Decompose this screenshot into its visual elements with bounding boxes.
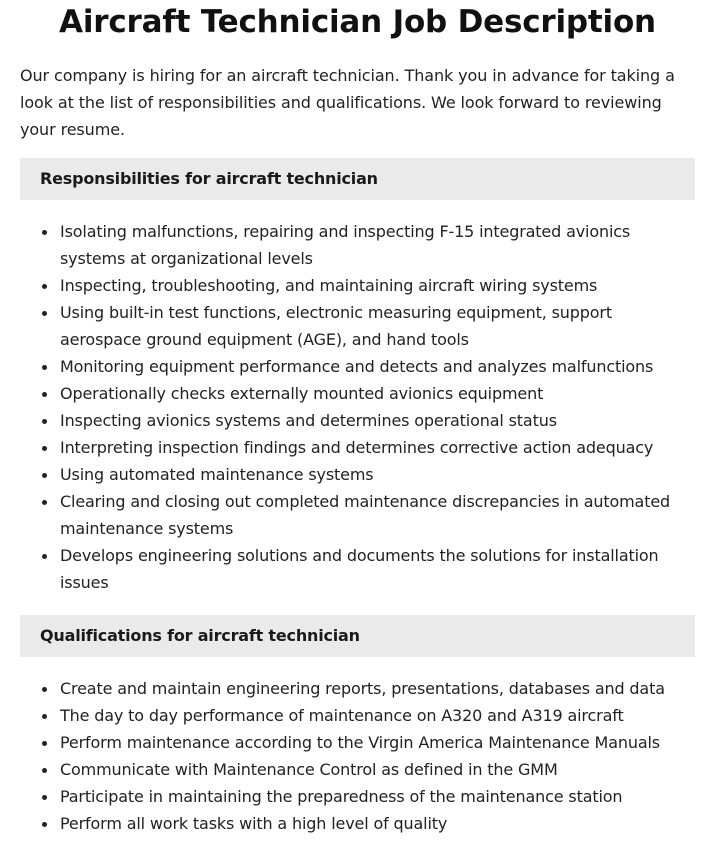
list-item: Monitoring equipment performance and detects and analyzes malfunctions [60, 353, 695, 380]
list-item: Develops engineering solutions and documents the solutions for installation issues [60, 542, 695, 596]
list-item: Perform all work tasks with a high level of quality [60, 810, 695, 837]
list-item: Isolating malfunctions, repairing and inspecting F-15 integrated avionics systems at organizational levels [60, 218, 695, 272]
qualifications-list [20, 675, 695, 837]
list-item: Interpreting inspection findings and determines corrective action adequacy [60, 434, 695, 461]
list-item: The day to day performance of maintenance on A320 and A319 aircraft [60, 702, 695, 729]
list-item: Inspecting avionics systems and determines operational status [60, 407, 695, 434]
list-item: Inspecting, troubleshooting, and maintaining aircraft wiring systems [60, 272, 695, 299]
list-item: Perform maintenance according to the Virgin America Maintenance Manuals [60, 729, 695, 756]
list-item: Operationally checks externally mounted avionics equipment [60, 380, 695, 407]
list-item: Create and maintain engineering reports, presentations, databases and data [60, 675, 695, 702]
list-item: Using built-in test functions, electronic measuring equipment, support aerospace ground equipment (AGE), and hand tools [60, 299, 695, 353]
list-item: Using automated maintenance systems [60, 461, 695, 488]
page-title: Aircraft Technician Job Description [59, 4, 656, 40]
qualifications-heading: Qualifications for aircraft technician [20, 615, 695, 657]
responsibilities-heading: Responsibilities for aircraft technician [20, 158, 695, 200]
list-item: Participate in maintaining the preparedness of the maintenance station [60, 783, 695, 810]
intro-paragraph: Our company is hiring for an aircraft technician. Thank you in advance for taking a look at the list of responsibilities and qualifications. We look forward to reviewing your resume. [20, 66, 675, 139]
list-item: Clearing and closing out completed maintenance discrepancies in automated maintenance systems [60, 488, 695, 542]
responsibilities-list [20, 218, 695, 596]
list-item: Communicate with Maintenance Control as defined in the GMM [60, 756, 695, 783]
